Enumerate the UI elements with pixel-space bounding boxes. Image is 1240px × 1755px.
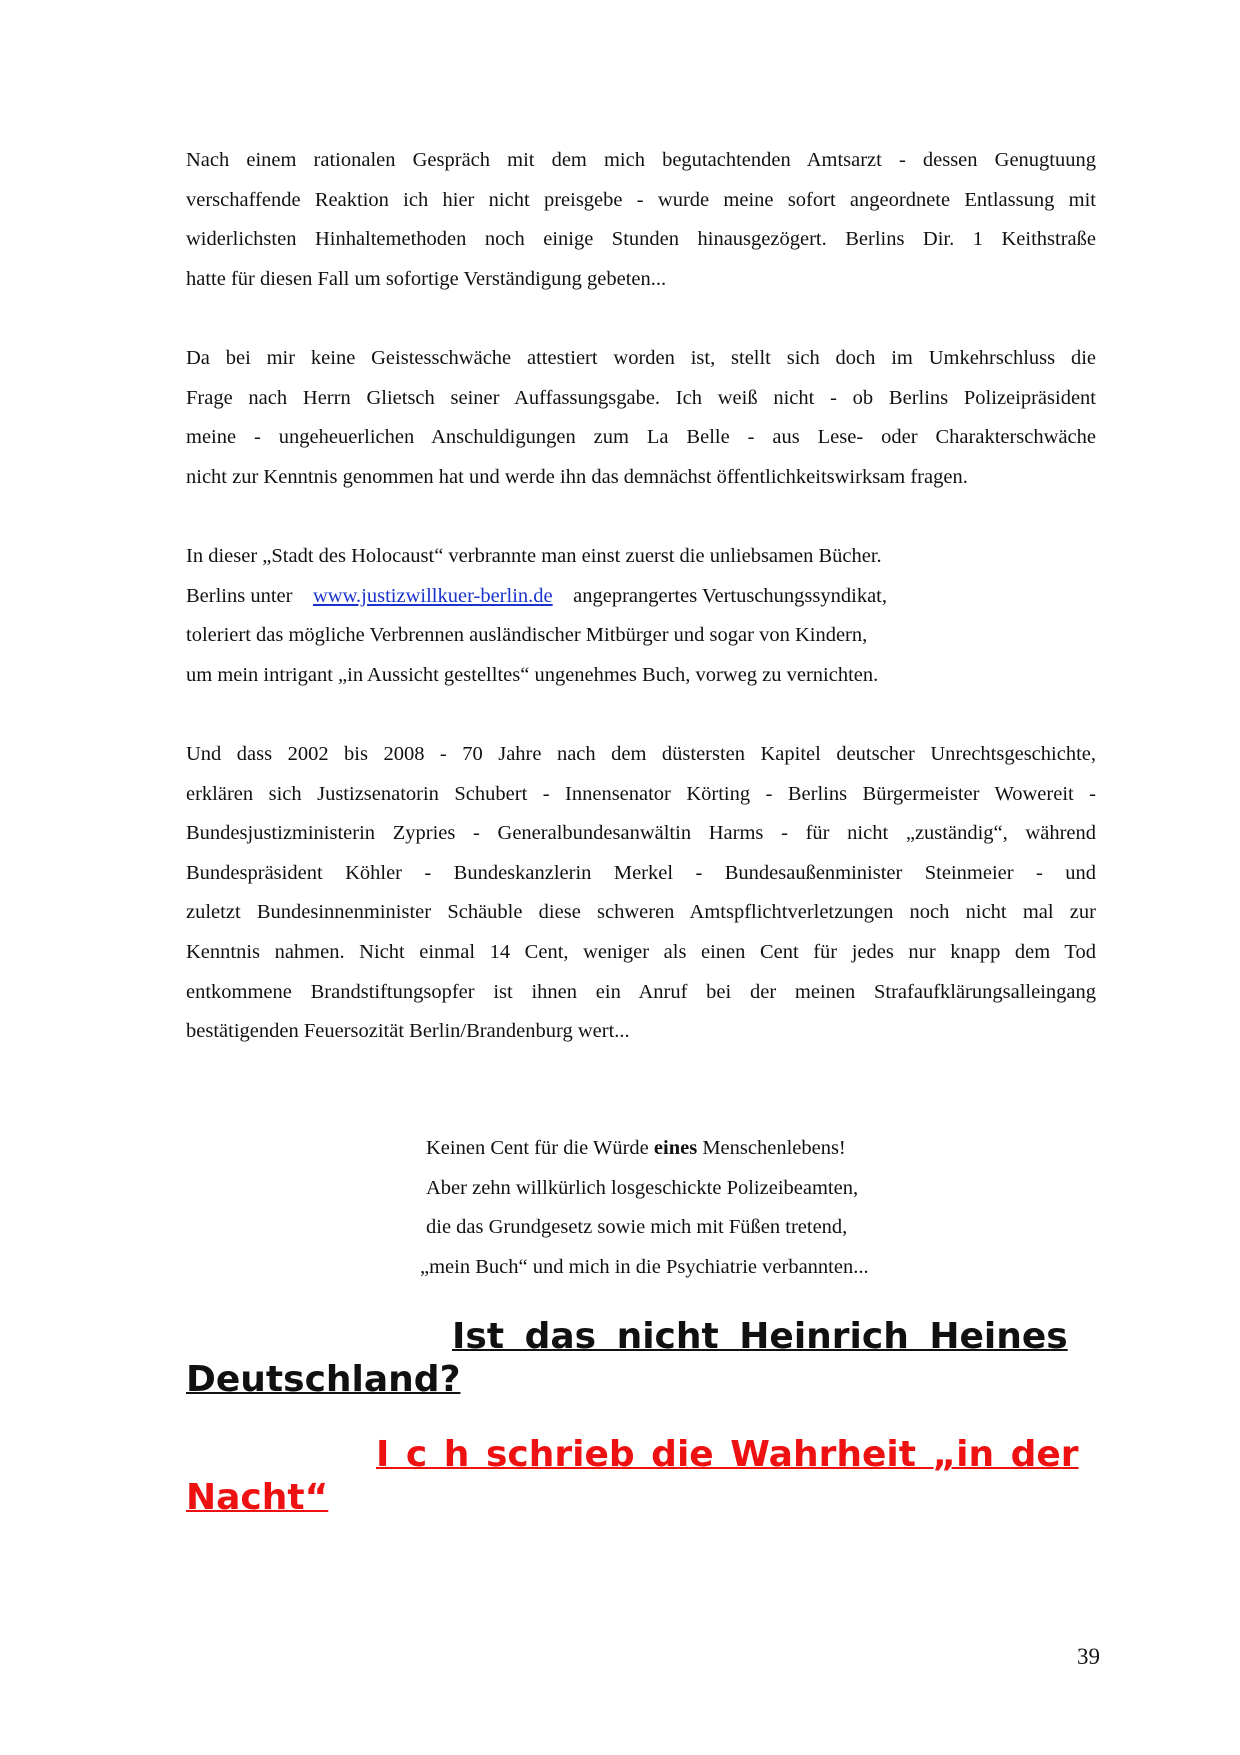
emphasis-text: eines [653, 1137, 698, 1159]
poem-line: Aber zehn willkürlich losgeschickte Polizeibeamten, [426, 1176, 859, 1199]
text-line: Und dass 2002 bis 2008 - 70 Jahre nach dem düstersten Kapitel deutscher Unrechtsgeschichte, [186, 743, 1096, 765]
heading-line: Ist das nicht Heinrich Heines [452, 1316, 1068, 1357]
text-fragment: Berlins unter [186, 584, 293, 607]
heading-line: Deutschland? [186, 1359, 461, 1400]
text-line: toleriert das mögliche Verbrennen ausländischer Mitbürger und sogar von Kindern, [186, 624, 868, 647]
paragraph-1 [186, 141, 1096, 299]
text-line: Frage nach Herrn Glietsch seiner Auffassungsgabe. Ich weiß nicht - ob Berlins Polizeipräsident [186, 386, 1096, 409]
text-line-with-link [186, 577, 1096, 617]
text-line: erklären sich Justizsenatorin Schubert - Innensenator Körting - Berlins Bürgermeister Wowereit - [186, 782, 1096, 805]
text-line: zuletzt Bundesinnenminister Schäuble diese schweren Amtspflichtverletzungen noch nicht mal zur [186, 901, 1096, 924]
text-line: widerlichsten Hinhaltemethoden noch einige Stunden hinausgezögert. Berlins Dir. 1 Keithstraße [186, 228, 1096, 251]
paragraph-2 [186, 339, 1096, 497]
heading-wahrheit [186, 1433, 1096, 1519]
heading-heine [186, 1315, 1096, 1401]
text-line: Kenntnis nahmen. Nicht einmal 14 Cent, weniger als einen Cent für jedes nur knapp dem Tod [186, 940, 1096, 963]
poem-line: die das Grundgesetz sowie mich mit Füßen tretend, [426, 1216, 848, 1239]
poem-block [420, 1129, 869, 1287]
page-number: 39 [1077, 1644, 1100, 1669]
text-line: Da bei mir keine Geistesschwäche attestiert worden ist, stellt sich doch im Umkehrschluss die [186, 347, 1096, 369]
paragraph-3 [186, 537, 1096, 695]
text-line: In dieser „Stadt des Holocaust“ verbrannte man einst zuerst die unliebsamen Bücher. [186, 545, 882, 567]
text-line: Bundespräsident Köhler - Bundeskanzlerin Merkel - Bundesaußenminister Steinmeier - und [186, 861, 1096, 884]
text-line: nicht zur Kenntnis genommen hat und werde ihn das demnächst öffentlichkeitswirksam fragen. [186, 465, 968, 488]
text-fragment: Menschenlebens! [702, 1137, 846, 1159]
text-line: hatte für diesen Fall um sofortige Verständigung gebeten... [186, 267, 667, 290]
text-line: bestätigenden Feuersozität Berlin/Brandenburg wert... [186, 1020, 630, 1043]
heading-line: Nacht“ [186, 1477, 329, 1518]
poem-line [426, 1129, 869, 1169]
poem-line: „mein Buch“ und mich in die Psychiatrie verbannten... [420, 1255, 869, 1278]
text-fragment: Keinen Cent für die Würde [426, 1137, 649, 1159]
heading-line: I c h schrieb die Wahrheit „in der [376, 1434, 1079, 1475]
text-fragment: angeprangertes Vertuschungssyndikat, [573, 584, 888, 607]
text-line: Bundesjustizministerin Zypries - Generalbundesanwältin Harms - für nicht „zuständig“, während [186, 822, 1096, 845]
text-line: Nach einem rationalen Gespräch mit dem mich begutachtenden Amtsarzt - dessen Genugtuung [186, 149, 1096, 171]
text-line: meine - ungeheuerlichen Anschuldigungen zum La Belle - aus Lese- oder Charakterschwäche [186, 426, 1096, 449]
website-link[interactable]: www.justizwillkuer-berlin.de [312, 584, 553, 607]
paragraph-4 [186, 735, 1096, 1052]
text-line: entkommene Brandstiftungsopfer ist ihnen ein Anruf bei der meinen Strafaufklärungsalleingang [186, 980, 1096, 1003]
text-line: verschaffende Reaktion ich hier nicht preisgebe - wurde meine sofort angeordnete Entlassung mit [186, 188, 1096, 211]
text-line: um mein intrigant „in Aussicht gestelltes“ ungenehmes Buch, vorweg zu vernichten. [186, 663, 879, 686]
